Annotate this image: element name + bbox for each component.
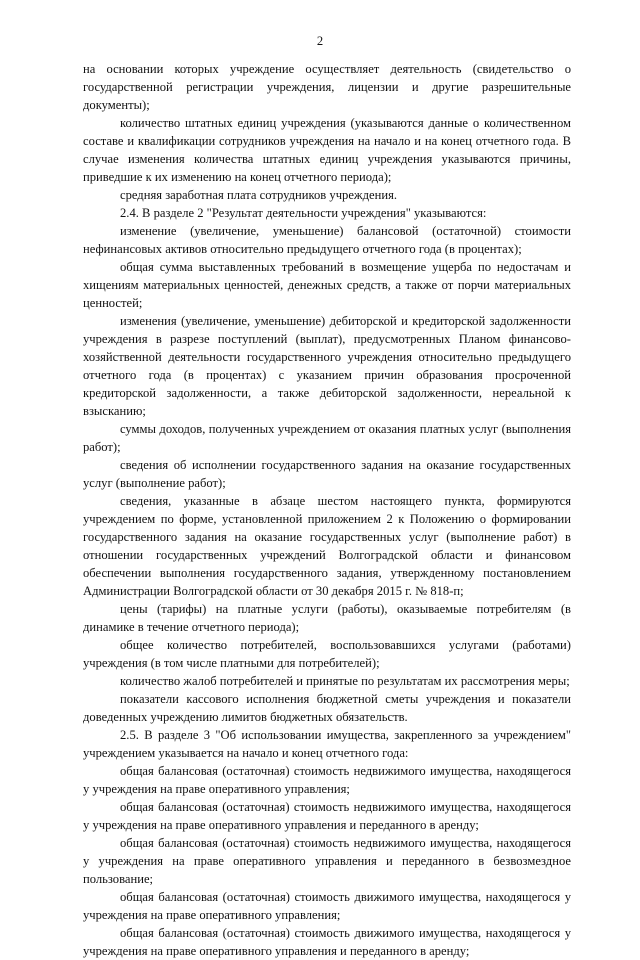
paragraph: общее количество потребителей, воспользовавшихся услугами (работами) учреждения (в том числе платными для потребителей); bbox=[83, 638, 571, 670]
document-body bbox=[83, 60, 571, 960]
paragraph: изменения (увеличение, уменьшение) дебиторской и кредиторской задолженности учреждения в разрезе поступлений (выплат), предусмотренных Планом финансово-хозяйственной деятельности государственного учреждения относительно предыдущего отчетного года (в процентах) с указанием причин образования просроченной кредиторской задолженности, а также дебиторской задолженности, нереальной к взысканию; bbox=[83, 314, 571, 418]
paragraph: общая балансовая (остаточная) стоимость недвижимого имущества, находящегося у учреждения на праве оперативного управления; bbox=[83, 764, 571, 796]
paragraph: сведения, указанные в абзаце шестом настоящего пункта, формируются учреждением по форме, установленной приложением 2 к Положению о формировании государственного задания на оказание государственных услуг (выполнение работ) в отношении государственных учреждений Волгоградской области и финансовом обеспечении выполнения государственного задания, утвержденному постановлением Администрации Волгоградской области от 30 декабря 2015 г. № 818-п; bbox=[83, 494, 571, 598]
paragraph: средняя заработная плата сотрудников учреждения. bbox=[120, 188, 398, 202]
paragraph: общая балансовая (остаточная) стоимость движимого имущества, находящегося у учреждения на праве оперативного управления и переданного в аренду; bbox=[83, 926, 571, 958]
paragraph: общая сумма выставленных требований в возмещение ущерба по недостачам и хищениям материальных ценностей, денежных средств, а также от порчи материальных ценностей; bbox=[83, 260, 571, 310]
paragraph: общая балансовая (остаточная) стоимость недвижимого имущества, находящегося у учреждения на праве оперативного управления и переданного в безвозмездное пользование; bbox=[83, 836, 571, 886]
paragraph: показатели кассового исполнения бюджетной сметы учреждения и показатели доведенных учреждению лимитов бюджетных обязательств. bbox=[83, 692, 571, 724]
section-heading-2-5: 2.5. В разделе 3 "Об использовании имущества, закрепленного за учреждением" учреждением указывается на начало и конец отчетного года: bbox=[83, 728, 571, 760]
paragraph: общая балансовая (остаточная) стоимость движимого имущества, находящегося у учреждения на праве оперативного управления; bbox=[83, 890, 571, 922]
paragraph: цены (тарифы) на платные услуги (работы), оказываемые потребителям (в динамике в течение отчетного периода); bbox=[83, 602, 571, 634]
paragraph: изменение (увеличение, уменьшение) балансовой (остаточной) стоимости нефинансовых активов относительно предыдущего отчетного года (в процентах); bbox=[83, 224, 571, 256]
paragraph: количество штатных единиц учреждения (указываются данные о количественном составе и квалификации сотрудников учреждения на начало и на конец отчетного года. В случае изменения количества штатных единиц учреждения указываются причины, приведшие к их изменению на конец отчетного периода); bbox=[83, 116, 571, 184]
paragraph: на основании которых учреждение осуществляет деятельность (свидетельство о государственной регистрации учреждения, лицензии и другие разрешительные документы); bbox=[83, 62, 571, 112]
section-heading-2-4: 2.4. В разделе 2 "Результат деятельности учреждения" указываются: bbox=[120, 206, 487, 220]
paragraph: сведения об исполнении государственного задания на оказание государственных услуг (выполнение работ); bbox=[83, 458, 571, 490]
paragraph: общая балансовая (остаточная) стоимость недвижимого имущества, находящегося у учреждения на праве оперативного управления и переданного в аренду; bbox=[83, 800, 571, 832]
page-number: 2 bbox=[316, 34, 324, 48]
paragraph: количество жалоб потребителей и принятые по результатам их рассмотрения меры; bbox=[120, 674, 570, 688]
paragraph: суммы доходов, полученных учреждением от оказания платных услуг (выполнения работ); bbox=[83, 422, 571, 454]
